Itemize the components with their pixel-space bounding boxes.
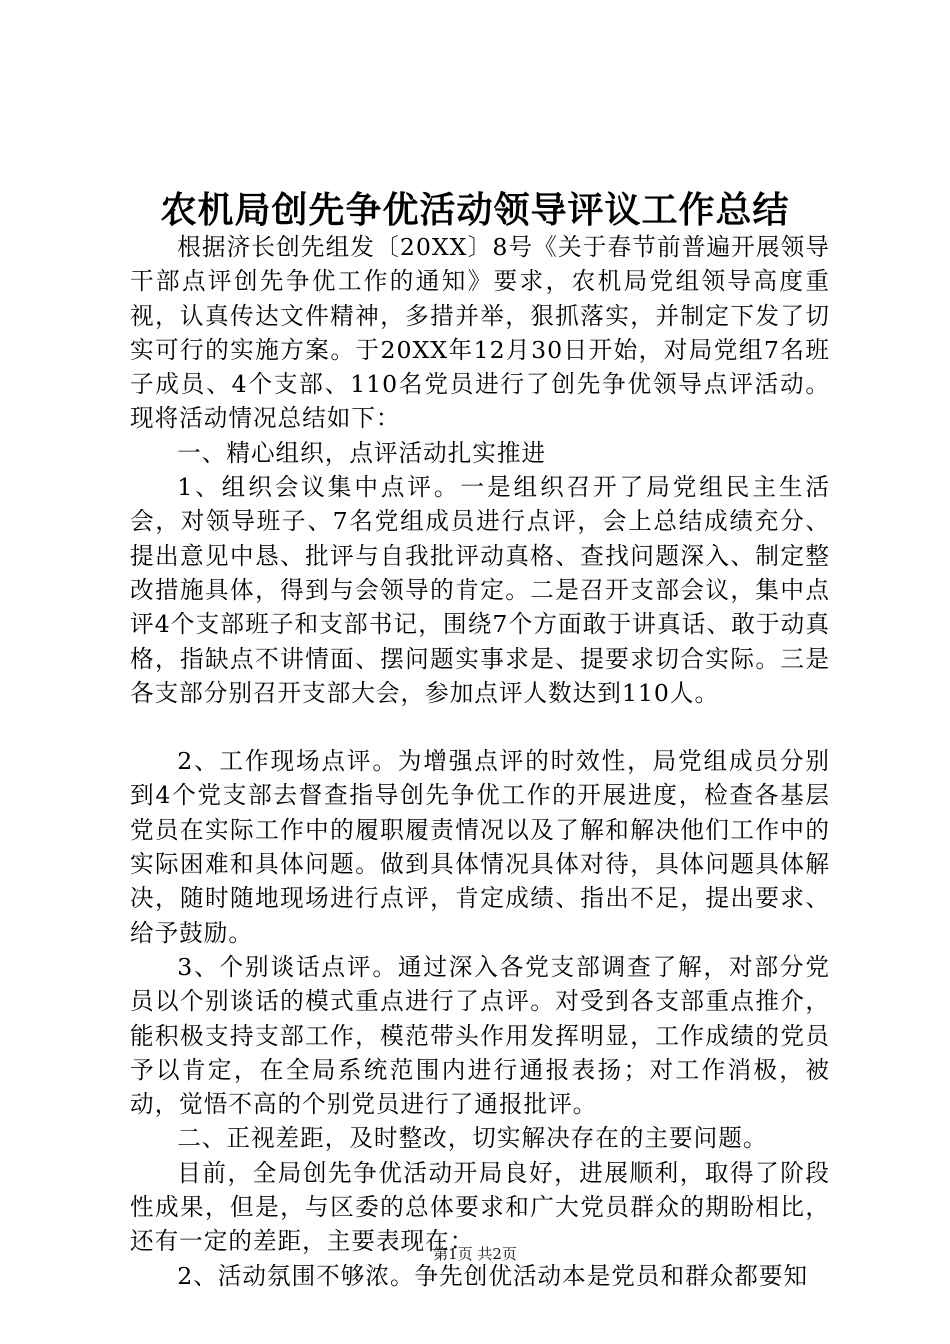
paragraph-current-status: 目前，全局创先争优活动开局良好，进展顺利，取得了阶段性成果，但是，与区委的总体要求和广大党员群众的期盼相比，还有一定的差距，主要表现在： [130,1158,830,1256]
section-heading-1: 一、精心组织，点评活动扎实推进 [177,438,547,467]
paragraph-item-2: 2、工作现场点评。为增强点评的时效性，局党组成员分别到4个党支部去督查指导创先争优工作的开展进度，检查各基层党员在实际工作中的履职履责情况以及了解和解决他们工作中的实际困难和具体问题。做到具体情况具体对待，具体问题具体解决，随时随地现场进行点评，肯定成绩、指出不足，提出要求、给予鼓励。 [130,747,830,947]
document-title: 农机局创先争优活动领导评议工作总结 [160,189,790,231]
page-footer: 第1页 共2页 [433,1245,517,1263]
intro-paragraph: 根据济长创先组发〔20XX〕8号《关于春节前普遍开展领导干部点评创先争优工作的通知》要求，农机局党组领导高度重视，认真传达文件精神，多措并举，狠抓落实，并制定下发了切实可行的实施方案。于20XX年12月30日开始，对局党组7名班子成员、4个支部、110名党员进行了创先争优领导点评活动。现将活动情况总结如下： [130,233,830,433]
paragraph-issue-2: 2、活动氛围不够浓。争先创优活动本是党员和群众都要知 [177,1261,809,1290]
paragraph-item-3: 3、个别谈话点评。通过深入各党支部调查了解，对部分党员以个别谈话的模式重点进行了点评。对受到各支部重点推介，能积极支持支部工作，模范带头作用发挥明显，工作成绩的党员予以肯定，在全局系统范围内进行通报表扬；对工作消极，被动，觉悟不高的个别党员进行了通报批评。 [130,952,830,1119]
document-body [130,230,830,1293]
section-heading-2: 二、正视差距，及时整改，切实解决存在的主要问题。 [177,1124,768,1153]
paragraph-item-1: 1、组织会议集中点评。一是组织召开了局党组民主生活会，对领导班子、7名党组成员进行点评，会上总结成绩充分、提出意见中恳、批评与自我批评动真格、查找问题深入、制定整改措施具体，得到与会领导的肯定。二是召开支部会议，集中点评4个支部班子和支部书记，围绕7个方面敢于讲真话、敢于动真格，指缺点不讲情面、摆问题实事求是、提要求切合实际。三是各支部分别召开支部大会，参加点评人数达到110人。 [130,473,830,707]
